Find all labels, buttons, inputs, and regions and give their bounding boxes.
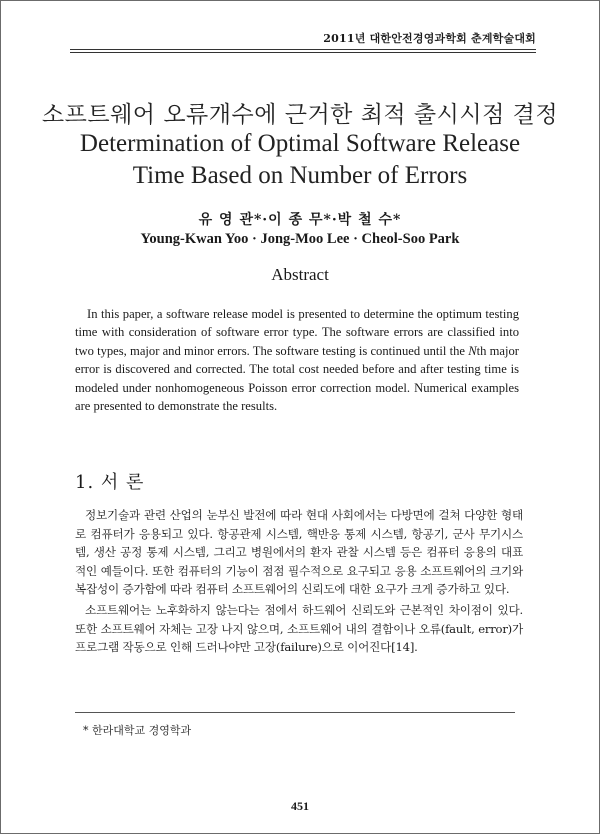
title-english-line2: Time Based on Number of Errors [132, 162, 468, 189]
abstract-text [75, 305, 519, 415]
footnote-rule [75, 712, 515, 713]
section-heading-introduction: 1. 서 론 [75, 472, 145, 493]
title-korean: 소프트웨어 오류개수에 근거한 최적 출시시점 결정 [41, 102, 559, 128]
conference-header: 2011년 대한안전경영과학회 춘계학술대회 [323, 32, 536, 45]
page-number: 451 [291, 799, 309, 813]
authors-english: Young-Kwan Yoo · Jong-Moo Lee · Cheol-Soo Park [140, 231, 460, 247]
abstract-text-italic: N [468, 343, 477, 358]
authors-korean: 유 영 관*·이 종 무*·박 철 수* [198, 212, 402, 228]
abstract-text-part2: th major error is discovered and corrected. The total cost needed before and after testing time is modeled under nonhomogeneous Poisson error correction model. Numerical examples are presented to demonstrate the results. [75, 343, 519, 414]
abstract-text-part1: In this paper, a software release model is presented to determine the optimum testing time with consideration of software error type. The software errors are classified into two types, major and minor errors. The software testing is continued until the [75, 307, 519, 358]
title-english-line1: Determination of Optimal Software Release [79, 130, 521, 157]
title-english [40, 128, 560, 192]
footnote-affiliation: * 한라대학교 경영학과 [83, 724, 192, 737]
introduction-paragraph-2: 소프트웨어는 노후화하지 않는다는 점에서 하드웨어 신뢰도와 근본적인 차이점이 있다. 또한 소프트웨어 자체는 고장 나지 않으며, 소프트웨어 내의 결함이나 오류(fault, error)가 프로그램 작동으로 인해 드러나야만 고장(failure)으로 이어진다[14]. [75, 603, 523, 655]
introduction-paragraph-1: 정보기술과 관련 산업의 눈부신 발전에 따라 현대 사회에서는 다방면에 걸쳐 다양한 형태로 컴퓨터가 응용되고 있다. 항공관제 시스템, 핵반응 통제 시스템, 항공기, 군사 무기시스템, 생산 공정 통제 시스템, 그리고 병원에서의 환자 관찰 시스템 등은 컴퓨터 응용의 대표적인 예들이다. 또한 컴퓨터의 기능이 점점 필수적으로 요구되고 응용 소프트웨어의 크기와 복잡성이 증가함에 따라 컴퓨터 소프트웨어의 신뢰도에 대한 요구가 크게 증가하고 있다. [75, 508, 523, 597]
header-rule [70, 49, 536, 53]
abstract-heading: Abstract [271, 265, 329, 284]
